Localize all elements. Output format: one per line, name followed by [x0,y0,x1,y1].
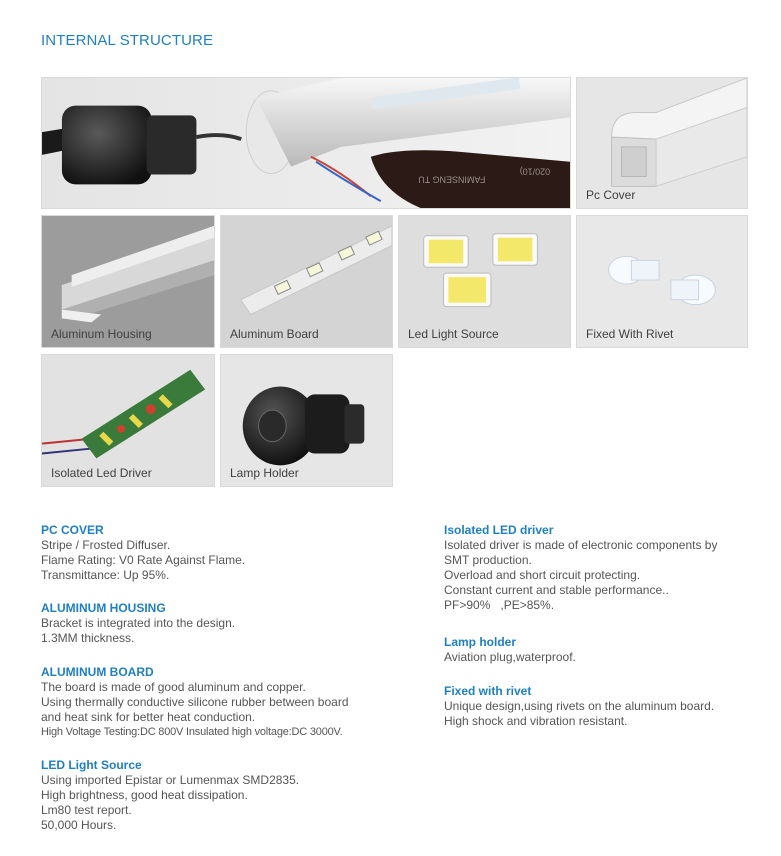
isolated-led-driver-caption: Isolated Led Driver [51,466,152,480]
lamp-holder-caption: Lamp Holder [230,466,299,480]
lamp-holder-image [220,354,393,487]
spec-heading: ALUMINUM BOARD [41,665,154,679]
spec-aluminum-board [41,665,411,740]
spec-line: and heat sink for better heat conduction. [41,710,256,724]
spec-line: Using imported Epistar or Lumenmax SMD2835. [41,773,300,787]
spec-heading: Isolated LED driver [444,523,554,537]
spec-line: Isolated driver is made of electronic components by [444,538,718,552]
pc-cover-image [576,77,748,209]
spec-line: Lm80 test report. [41,803,132,817]
spec-heading: ALUMINUM HOUSING [41,601,166,615]
pc-cover-caption: Pc Cover [586,188,636,202]
spec-heading: LED Light Source [41,758,142,772]
spec-line: High brightness, good heat dissipation. [41,788,248,802]
page-title: INTERNAL STRUCTURE [41,32,214,49]
aluminum-housing-caption: Aluminum Housing [51,327,152,341]
aluminum-board-caption: Aluminum Board [230,327,319,341]
main-assembly-image [41,77,571,209]
spec-line: SMT production. [444,553,532,567]
spec-line: The board is made of good aluminum and copper. [41,680,306,694]
main-image-label-2: 020/10) [519,166,551,177]
spec-heading: Lamp holder [444,635,517,649]
spec-line: Constant current and stable performance.. [444,583,669,597]
spec-pc-cover [41,523,381,583]
spec-line: High shock and vibration resistant. [444,714,628,728]
aluminum-board-image [220,215,393,348]
spec-heading: Fixed with rivet [444,684,532,698]
led-light-source-caption: Led Light Source [408,327,499,341]
fixed-with-rivet-caption: Fixed With Rivet [586,327,674,341]
spec-line: Overload and short circuit protecting. [444,568,641,582]
led-light-source-image [398,215,571,348]
spec-heading: PC COVER [41,523,104,537]
spec-line: Stripe / Frosted Diffuser. [41,538,171,552]
spec-line: Unique design,using rivets on the aluminum board. [444,699,715,713]
spec-line: Flame Rating: V0 Rate Against Flame. [41,553,246,567]
spec-line: PF>90% ,PE>85%. [444,598,555,612]
spec-led-light-source [41,758,381,833]
spec-line: 1.3MM thickness. [41,631,135,645]
spec-line: Using thermally conductive silicone rubber between board [41,695,349,709]
spec-line: 50,000 Hours. [41,818,117,832]
spec-lamp-holder [444,635,781,665]
spec-line: Bracket is integrated into the design. [41,616,236,630]
spec-aluminum-housing [41,601,381,646]
aluminum-housing-image [41,215,215,348]
spec-isolated-led-driver [444,523,781,613]
spec-line: Aviation plug,waterproof. [444,650,576,664]
spec-line: Transmittance: Up 95%. [41,568,170,582]
main-image-label: FAMINSENG TU [418,174,486,185]
fixed-with-rivet-image [576,215,748,348]
spec-line: High Voltage Testing:DC 800V Insulated high voltage:DC 3000V. [41,726,343,738]
isolated-led-driver-image [41,354,215,487]
spec-fixed-with-rivet [444,684,781,729]
